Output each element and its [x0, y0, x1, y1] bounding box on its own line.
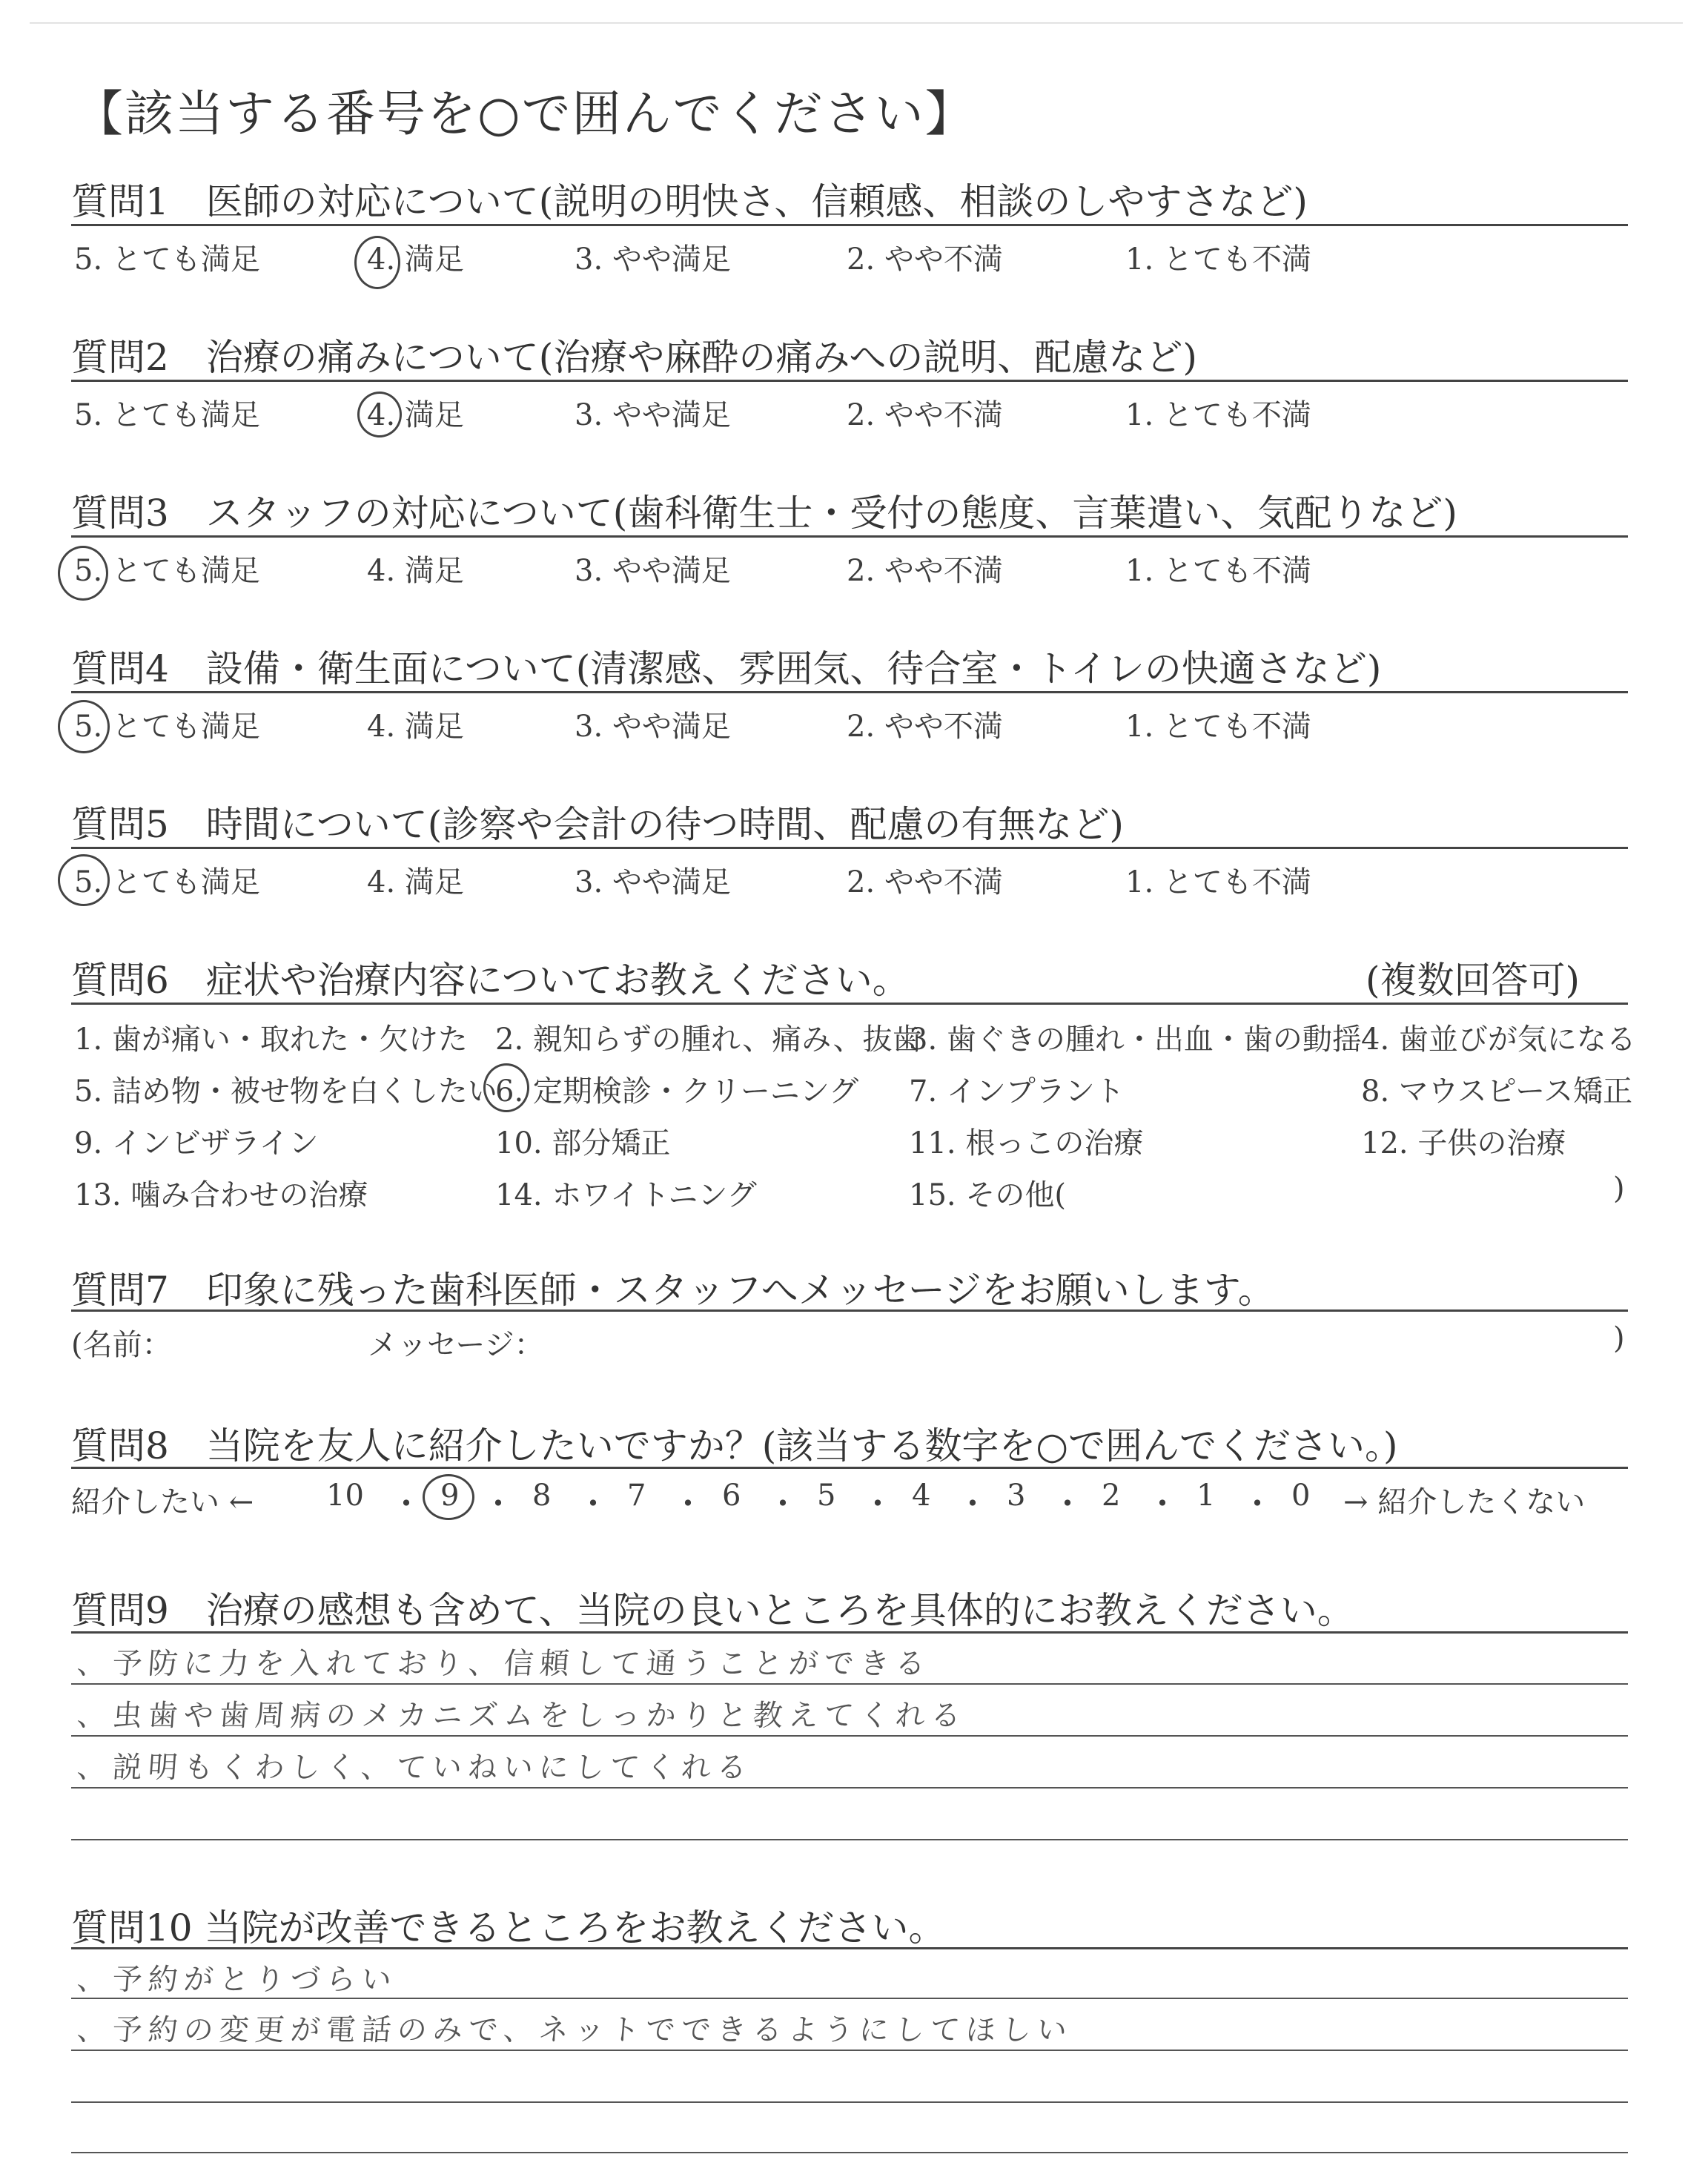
q3-option-1[interactable]: 1. とても不満 [1125, 554, 1311, 588]
q6-option-13[interactable]: 13. 噛み合わせの治療 [74, 1178, 368, 1212]
q3-rule [71, 535, 1628, 538]
q2-option-5[interactable]: 5. とても満足 [74, 398, 260, 432]
q5-title: 質問5 時間について(診察や会計の待つ時間、配慮の有無など) [71, 803, 1124, 846]
q1-option-4[interactable]: 4. 満足 [367, 242, 464, 277]
q3-option-2[interactable]: 2. やや不満 [847, 554, 1003, 588]
q10-title: 質問10 当院が改善できるところをお教えください。 [71, 1906, 946, 1949]
q7-title: 質問7 印象に残った歯科医師・スタッフへメッセージをお願いします。 [71, 1269, 1275, 1312]
q5-option-3[interactable]: 3. やや満足 [575, 865, 731, 899]
q4-option-2[interactable]: 2. やや不満 [847, 710, 1003, 744]
q9-answer-rule [71, 1735, 1628, 1737]
q9-answer-rule [71, 1787, 1628, 1789]
q7-message-label: メッセージ： [368, 1328, 544, 1362]
q8-scale-6[interactable]: 6 [722, 1479, 741, 1513]
q6-option-2[interactable]: 2. 親知らずの腫れ、痛み、抜歯 [495, 1023, 922, 1057]
q8-separator: ・ [390, 1485, 423, 1523]
q8-separator: ・ [1051, 1485, 1084, 1523]
q4-option-3[interactable]: 3. やや満足 [575, 710, 731, 744]
q10-answer-rule [71, 2101, 1628, 2103]
q5-answer-circle [58, 854, 110, 906]
q8-scale-3[interactable]: 3 [1007, 1479, 1026, 1513]
q4-option-1[interactable]: 1. とても不満 [1125, 710, 1311, 744]
q6-title: 質問6 症状や治療内容についてお教えください。 [71, 959, 910, 1002]
q8-scale-5[interactable]: 5 [817, 1479, 836, 1513]
q8-scale-8[interactable]: 8 [532, 1479, 552, 1513]
q1-option-3[interactable]: 3. やや満足 [575, 242, 731, 277]
q8-title: 質問8 当院を友人に紹介したいですか？(該当する数字を○で囲んでください。) [71, 1424, 1398, 1467]
q4-title: 質問4 設備・衛生面について(清潔感、雰囲気、待合室・トイレの快適さなど) [71, 647, 1382, 690]
q6-option-12[interactable]: 12. 子供の治療 [1361, 1126, 1566, 1160]
q6-option-5[interactable]: 5. 詰め物・被せ物を白くしたい [74, 1074, 497, 1109]
q9-answer-rule [71, 1839, 1628, 1840]
q9-answer-line: 、予防に力を入れており、信頼して通うことができる [76, 1647, 933, 1681]
q1-rule [71, 224, 1628, 226]
q6-option-1[interactable]: 1. 歯が痛い・取れた・欠けた [74, 1023, 468, 1057]
q8-answer-circle [423, 1474, 474, 1520]
q9-rule [71, 1631, 1628, 1634]
q6-option-14[interactable]: 14. ホワイトニング [495, 1178, 757, 1212]
q8-scale-9[interactable]: 9 [440, 1479, 460, 1513]
q5-option-5[interactable]: 5. とても満足 [74, 865, 260, 899]
q1-title: 質問1 医師の対応について(説明の明快さ、信頼感、相談のしやすさなど) [71, 180, 1308, 223]
q1-option-2[interactable]: 2. やや不満 [847, 242, 1003, 277]
q8-separator: ・ [956, 1485, 989, 1523]
q6-answer-circle [483, 1063, 529, 1112]
q3-option-3[interactable]: 3. やや満足 [575, 554, 731, 588]
q5-option-1[interactable]: 1. とても不満 [1125, 865, 1311, 899]
q8-right-label: → 紹介したくない [1343, 1485, 1586, 1519]
q6-option-3[interactable]: 3. 歯ぐきの腫れ・出血・歯の動揺 [909, 1023, 1362, 1057]
q2-rule [71, 380, 1628, 382]
q8-scale-2[interactable]: 2 [1102, 1479, 1121, 1513]
q8-scale-4[interactable]: 4 [912, 1479, 931, 1513]
q2-title: 質問2 治療の痛みについて(治療や麻酔の痛みへの説明、配慮など) [71, 336, 1197, 379]
q8-separator: ・ [482, 1485, 514, 1523]
q2-option-1[interactable]: 1. とても不満 [1125, 398, 1311, 432]
q10-answer-rule [71, 2050, 1628, 2051]
q8-scale-1[interactable]: 1 [1196, 1479, 1216, 1513]
q9-title: 質問9 治療の感想も含めて、当院の良いところを具体的にお教えください。 [71, 1589, 1354, 1632]
q1-option-1[interactable]: 1. とても不満 [1125, 242, 1311, 277]
q3-title: 質問3 スタッフの対応について(歯科衛生士・受付の態度、言葉遣い、気配りなど) [71, 492, 1457, 535]
q2-option-3[interactable]: 3. やや満足 [575, 398, 731, 432]
q7-close-paren: ) [1613, 1321, 1625, 1355]
q9-answer-line: 、説明もくわしく、ていねいにしてくれる [76, 1751, 754, 1785]
q6-option-7[interactable]: 7. インプラント [909, 1074, 1125, 1109]
q6-option-15[interactable]: 15. その他( [909, 1178, 1066, 1212]
q5-option-4[interactable]: 4. 満足 [367, 865, 464, 899]
q10-answer-line: 、予約の変更が電話のみで、ネットでできるようにしてほしい [76, 2013, 1074, 2047]
q5-option-2[interactable]: 2. やや不満 [847, 865, 1003, 899]
q8-left-label: 紹介したい ← [71, 1485, 254, 1519]
q2-answer-circle [357, 392, 402, 437]
q3-option-4[interactable]: 4. 満足 [367, 554, 464, 588]
q6-rule [71, 1003, 1628, 1005]
page-top-border [30, 22, 1683, 24]
q6-option-9[interactable]: 9. インビザライン [74, 1126, 319, 1160]
q2-option-4[interactable]: 4. 満足 [367, 398, 464, 432]
q6-option-11[interactable]: 11. 根っこの治療 [909, 1126, 1144, 1160]
q6-option-4[interactable]: 4. 歯並びが気になる [1361, 1023, 1636, 1057]
q6-option-10[interactable]: 10. 部分矯正 [495, 1126, 671, 1160]
q8-scale-7[interactable]: 7 [627, 1479, 646, 1513]
q4-rule [71, 691, 1628, 693]
q10-answer-rule [71, 1998, 1628, 1999]
q4-answer-circle [58, 700, 110, 753]
q10-answer-line: 、予約がとりづらい [76, 1963, 399, 1997]
q5-rule [71, 847, 1628, 849]
q6-option-8[interactable]: 8. マウスピース矯正 [1361, 1074, 1633, 1109]
q9-answer-line: 、虫歯や歯周病のメカニズムをしっかりと教えてくれる [76, 1699, 968, 1733]
q8-separator: ・ [577, 1485, 609, 1523]
q8-separator: ・ [672, 1485, 704, 1523]
q4-option-4[interactable]: 4. 満足 [367, 710, 464, 744]
q9-answer-rule [71, 1683, 1628, 1685]
q10-answer-rule [71, 2152, 1628, 2153]
q8-rule [71, 1467, 1628, 1469]
q8-separator: ・ [1241, 1485, 1274, 1523]
q2-option-2[interactable]: 2. やや不満 [847, 398, 1003, 432]
q1-option-5[interactable]: 5. とても満足 [74, 242, 260, 277]
q10-rule [71, 1947, 1628, 1949]
q8-separator: ・ [861, 1485, 894, 1523]
q6-other-close-paren: ) [1613, 1172, 1625, 1206]
form-title: 【該当する番号を○で囲んでください】 [74, 85, 976, 142]
q3-answer-circle [58, 546, 108, 601]
q3-option-5[interactable]: 5. とても満足 [74, 554, 260, 588]
q1-answer-circle [354, 236, 400, 289]
q7-name-label: (名前： [71, 1328, 172, 1362]
q8-scale-0[interactable]: 0 [1291, 1479, 1311, 1513]
q8-scale-10[interactable]: 10 [326, 1479, 364, 1513]
q7-rule [71, 1309, 1628, 1312]
q6-option-6[interactable]: 6. 定期検診・クリーニング [495, 1074, 859, 1109]
q4-option-5[interactable]: 5. とても満足 [74, 710, 260, 744]
q8-separator: ・ [767, 1485, 799, 1523]
q6-multiple-note: (複数回答可) [1366, 959, 1580, 1002]
q8-separator: ・ [1146, 1485, 1179, 1523]
